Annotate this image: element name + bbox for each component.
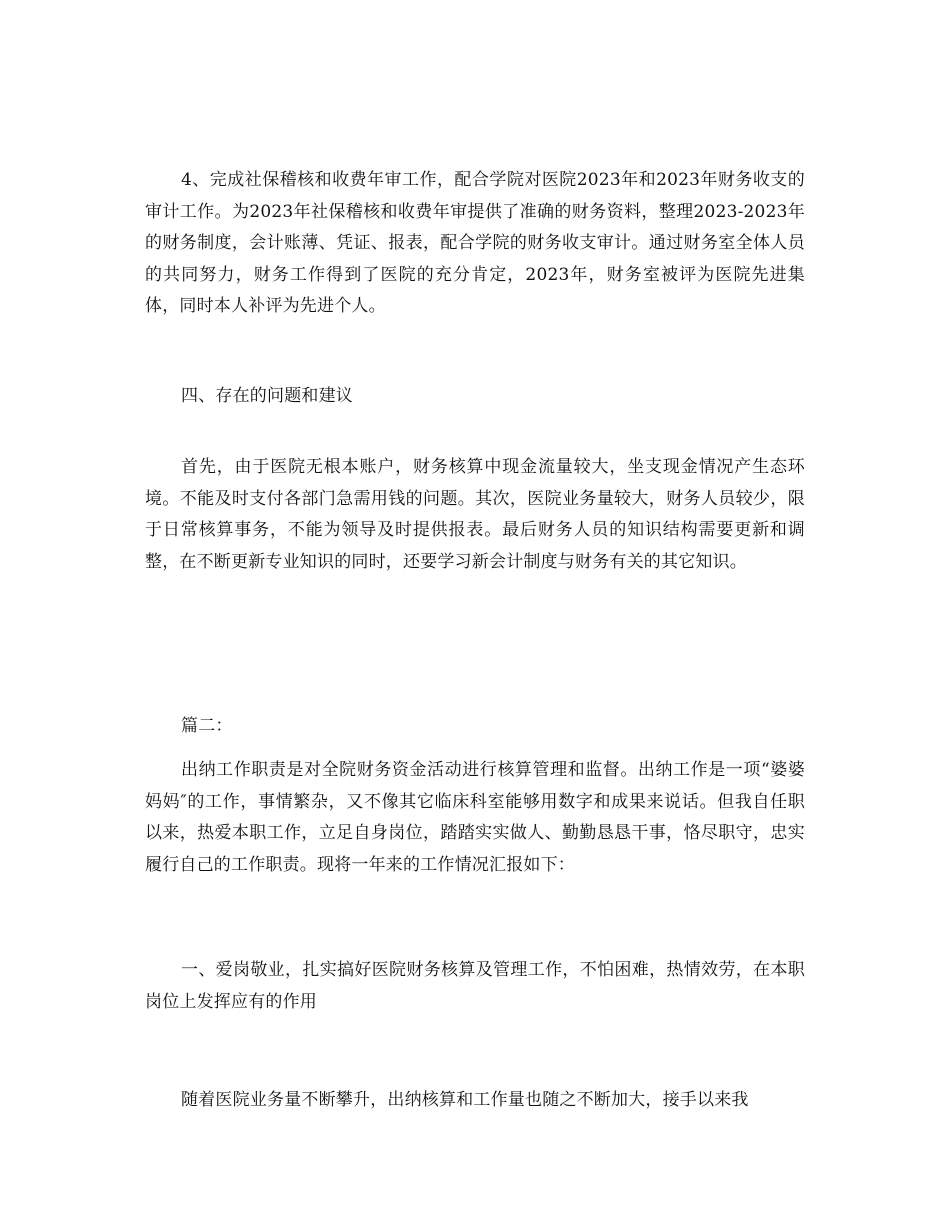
section-heading-problems: 四、存在的问题和建议 (181, 386, 353, 406)
paragraph-workload: 随着医院业务量不断攀升，出纳核算和工作量也随之不断加大，接手以来我 (181, 1090, 749, 1110)
paragraph-cashier-duties: 出纳工作职责是对全院财务资金活动进行核算管理和监督。出纳工作是一项“婆婆妈妈″的工作，事情繁杂，又不像其它临床科室能够用数字和成果来说话。但我自任职以来，热爱本职工作，立足自身岗位，踏踏实实做人、勤勤恳恳干事，恪尽职守，忠实履行自己的工作职责。现将一年来的工作情况汇报如下： (145, 760, 805, 875)
section-heading-part-two: 篇二： (181, 716, 233, 736)
paragraph-audit-work: 4、完成社保稽核和收费年审工作，配合学院对医院2023年和2023年财务收支的审计工作。为2023年社保稽核和收费年审提供了准确的财务资料，整理2023-2023年的财务制度，会计账薄、凭证、报表，配合学院的财务收支审计。通过财务室全体人员的共同努力，财务工作得到了医院的充分肯定，2023年，财务室被评为医院先进集体，同时本人补评为先进个人。 (145, 170, 805, 316)
paragraph-problems: 首先，由于医院无根本账户，财务核算中现金流量较大，坐支现金情况产生态环境。不能及时支付各部门急需用钱的问题。其次，医院业务量较大，财务人员较少，限于日常核算事务，不能为领导及时提供报表。最后财务人员的知识结构需要更新和调整，在不断更新专业知识的同时，还要学习新会计制度与财务有关的其它知识。 (145, 457, 805, 572)
section-heading-dedication: 一、爱岗敬业，扎实搞好医院财务核算及管理工作，不怕困难，热情效劳，在本职岗位上发挥应有的作用 (145, 960, 805, 1012)
